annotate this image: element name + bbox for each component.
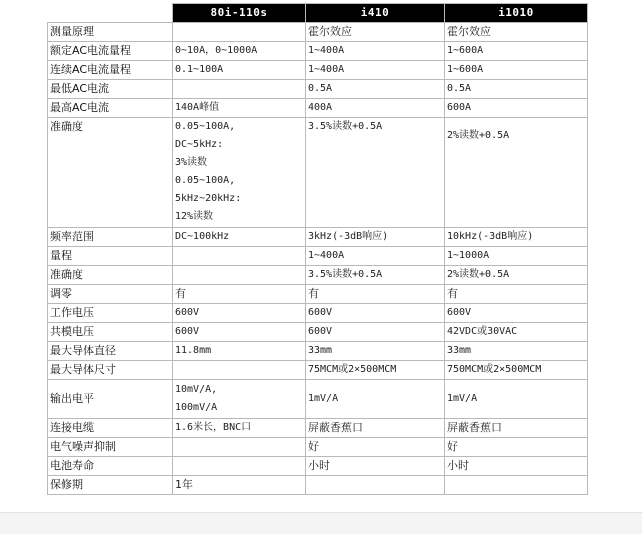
cell-80i-110s — [173, 266, 306, 285]
cell-i410: 1~400A — [306, 61, 445, 80]
row-label: 准确度 — [48, 266, 173, 285]
cell-80i-110s — [173, 80, 306, 99]
cell-i410: 3.5%读数+0.5A — [306, 118, 445, 228]
table-row — [48, 476, 588, 495]
row-label: 连续AC电流量程 — [48, 61, 173, 80]
cell-i410: 600V — [306, 304, 445, 323]
row-label: 最大导体直径 — [48, 342, 173, 361]
row-label: 最低AC电流 — [48, 80, 173, 99]
cell-line: 100mV/A — [175, 402, 218, 413]
cell-80i-110s: DC~100kHz — [173, 228, 306, 247]
cell-80i-110s — [173, 380, 306, 419]
cell-i1010: 42VDC或30VAC — [445, 323, 588, 342]
cell-line: 0.05~100A, — [175, 121, 236, 132]
cell-i410: 75MCM或2×500MCM — [306, 361, 445, 380]
cell-80i-110s — [173, 457, 306, 476]
cell-i410: 1~400A — [306, 247, 445, 266]
header-cell-i410: i410 — [306, 4, 445, 23]
cell-i1010: 600A — [445, 99, 588, 118]
cell-line: 3%读数 — [175, 157, 208, 168]
cell-i1010: 有 — [445, 285, 588, 304]
cell-i1010 — [445, 476, 588, 495]
header-cell-blank — [48, 4, 173, 23]
cell-i1010: 好 — [445, 438, 588, 457]
cell-80i-110s: 600V — [173, 323, 306, 342]
cell-i1010: 33mm — [445, 342, 588, 361]
cell-i1010: 2%读数+0.5A — [445, 266, 588, 285]
cell-i1010: 1mV/A — [445, 380, 588, 419]
cell-80i-110s: 11.8mm — [173, 342, 306, 361]
table-row — [48, 457, 588, 476]
cell-i1010: 屏蔽香蕉口 — [445, 419, 588, 438]
cell-80i-110s: 1年 — [173, 476, 306, 495]
table-row — [48, 285, 588, 304]
cell-i410: 33mm — [306, 342, 445, 361]
footer-band — [0, 512, 642, 534]
table-row — [48, 99, 588, 118]
cell-80i-110s: 600V — [173, 304, 306, 323]
row-label: 准确度 — [48, 118, 173, 228]
cell-80i-110s — [173, 247, 306, 266]
cell-i410 — [306, 476, 445, 495]
cell-i410: 600V — [306, 323, 445, 342]
cell-i410: 1mV/A — [306, 380, 445, 419]
cell-80i-110s: 1.6米长，BNC口 — [173, 419, 306, 438]
header-cell-80i-110s: 80i-110s — [173, 4, 306, 23]
cell-i1010: 2%读数+0.5A — [445, 118, 588, 228]
cell-line: 0.05~100A, — [175, 175, 236, 186]
table-row — [48, 380, 588, 419]
cell-i410: 霍尔效应 — [306, 23, 445, 42]
cell-i410: 有 — [306, 285, 445, 304]
cell-i410: 1~400A — [306, 42, 445, 61]
table-row — [48, 323, 588, 342]
cell-line: DC~5kHz: — [175, 139, 224, 150]
cell-80i-110s — [173, 23, 306, 42]
cell-80i-110s — [173, 361, 306, 380]
cell-i1010: 小时 — [445, 457, 588, 476]
cell-i1010: 1~600A — [445, 61, 588, 80]
spec-comparison-table — [47, 3, 588, 495]
cell-i1010: 霍尔效应 — [445, 23, 588, 42]
row-label: 保修期 — [48, 476, 173, 495]
row-label: 额定AC电流量程 — [48, 42, 173, 61]
header-cell-i1010: i1010 — [445, 4, 588, 23]
cell-i410: 小时 — [306, 457, 445, 476]
cell-i1010: 0.5A — [445, 80, 588, 99]
row-label: 测量原理 — [48, 23, 173, 42]
cell-line: 10mV/A, — [175, 384, 218, 395]
cell-80i-110s — [173, 118, 306, 228]
table-row — [48, 342, 588, 361]
row-label: 连接电缆 — [48, 419, 173, 438]
table-row — [48, 42, 588, 61]
cell-line: 5kHz~20kHz: — [175, 193, 242, 204]
cell-i410: 0.5A — [306, 80, 445, 99]
row-label: 频率范围 — [48, 228, 173, 247]
cell-i1010: 1~600A — [445, 42, 588, 61]
cell-i1010: 1~1000A — [445, 247, 588, 266]
cell-line: 12%读数 — [175, 211, 214, 222]
cell-80i-110s: 0.1~100A — [173, 61, 306, 80]
row-label: 工作电压 — [48, 304, 173, 323]
cell-80i-110s: 有 — [173, 285, 306, 304]
table-row — [48, 23, 588, 42]
cell-80i-110s — [173, 438, 306, 457]
cell-i410: 屏蔽香蕉口 — [306, 419, 445, 438]
row-label: 最高AC电流 — [48, 99, 173, 118]
table-row — [48, 266, 588, 285]
row-label: 调零 — [48, 285, 173, 304]
cell-80i-110s: 140A峰值 — [173, 99, 306, 118]
cell-80i-110s: 0~10A，0~1000A — [173, 42, 306, 61]
table-row — [48, 118, 588, 228]
table-row — [48, 61, 588, 80]
table-row — [48, 247, 588, 266]
row-label: 共模电压 — [48, 323, 173, 342]
cell-i1010: 10kHz(-3dB响应) — [445, 228, 588, 247]
table-row — [48, 304, 588, 323]
row-label: 电池寿命 — [48, 457, 173, 476]
row-label: 输出电平 — [48, 380, 173, 419]
table-header-row — [48, 4, 588, 23]
table-row — [48, 419, 588, 438]
row-label: 电气噪声抑制 — [48, 438, 173, 457]
table-row — [48, 80, 588, 99]
table-row — [48, 361, 588, 380]
cell-i410: 3kHz(-3dB响应) — [306, 228, 445, 247]
row-label: 量程 — [48, 247, 173, 266]
table-row — [48, 438, 588, 457]
table-row — [48, 228, 588, 247]
row-label: 最大导体尺寸 — [48, 361, 173, 380]
cell-i410: 3.5%读数+0.5A — [306, 266, 445, 285]
cell-i1010: 750MCM或2×500MCM — [445, 361, 588, 380]
cell-i410: 400A — [306, 99, 445, 118]
cell-i1010: 600V — [445, 304, 588, 323]
cell-i410: 好 — [306, 438, 445, 457]
